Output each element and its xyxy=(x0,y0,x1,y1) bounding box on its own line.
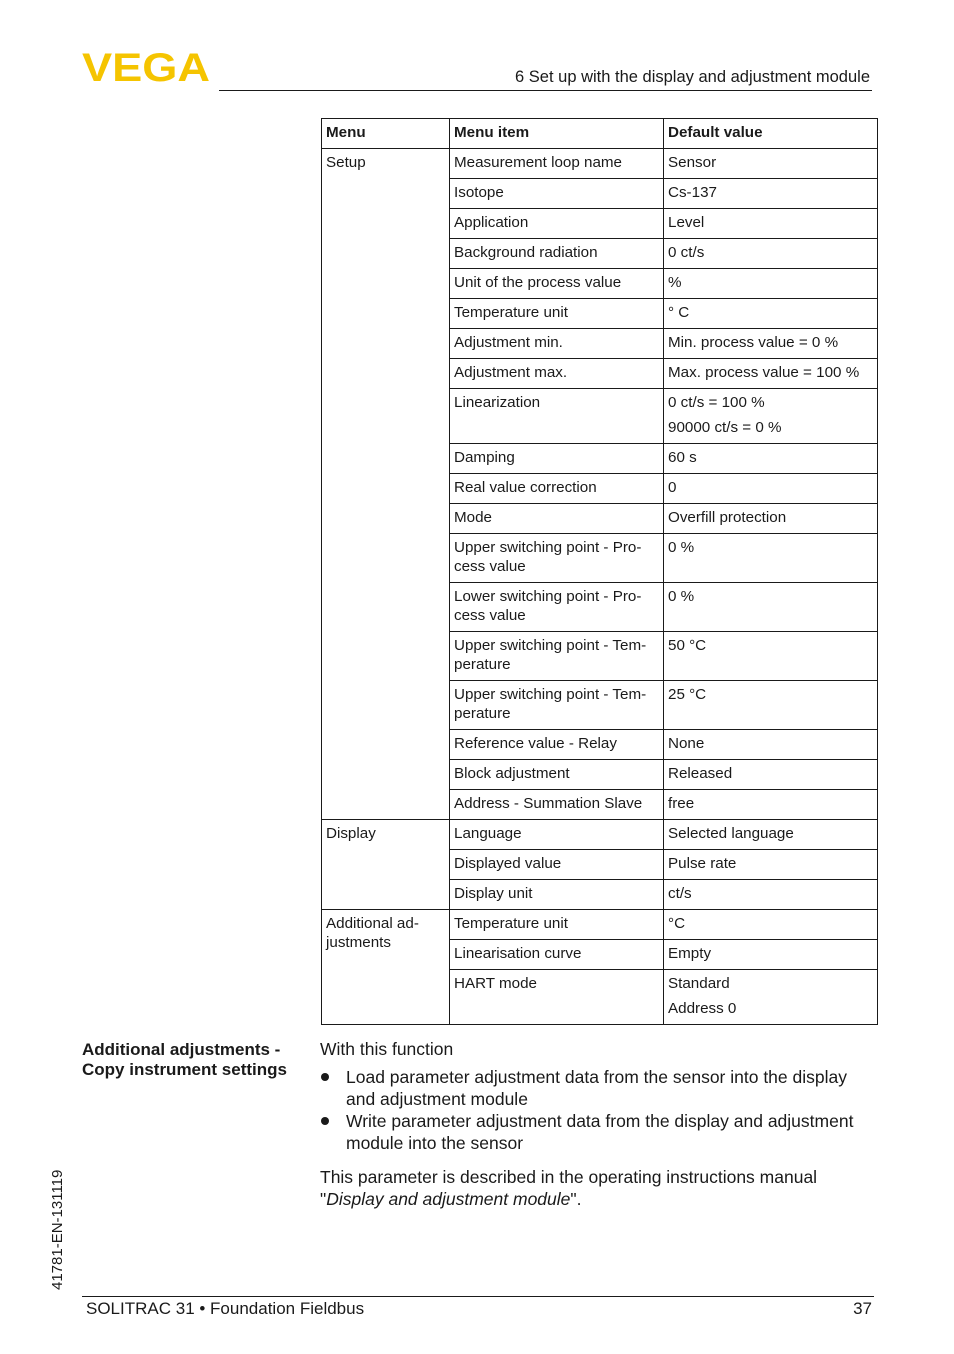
menu-item-cell: Unit of the process value xyxy=(450,269,664,299)
menu-item-cell: Language xyxy=(450,820,664,850)
default-value-cell: Max. process value = 100 % xyxy=(664,359,878,389)
menu-item-cell: Isotope xyxy=(450,179,664,209)
reference-text-suffix: ". xyxy=(570,1189,582,1209)
menu-item-cell: Adjustment max. xyxy=(450,359,664,389)
default-value-line: Standard xyxy=(668,975,730,992)
menu-item-cell: Temperature unit xyxy=(450,299,664,329)
vega-logo xyxy=(82,50,212,84)
default-value-cell: 60 s xyxy=(664,444,878,474)
menu-cell: Display xyxy=(322,820,450,910)
header-divider xyxy=(219,90,872,91)
parameter-table-body xyxy=(322,119,878,1025)
column-header-default-value: Default value xyxy=(664,119,878,149)
reference-paragraph xyxy=(320,1166,880,1210)
menu-item-cell: Temperature unit xyxy=(450,910,664,940)
menu-item-cell: Upper switching point - Tem-perature xyxy=(450,681,664,730)
menu-item-cell: Lower switching point - Pro-cess value xyxy=(450,583,664,632)
default-value-cell: Pulse rate xyxy=(664,850,878,880)
menu-item-cell: Address - Summation Slave xyxy=(450,790,664,820)
table-row xyxy=(322,149,878,179)
list-item xyxy=(320,1110,880,1154)
default-value-cell: 0 xyxy=(664,474,878,504)
bullet-icon xyxy=(321,1073,329,1081)
footer-divider xyxy=(82,1296,874,1297)
default-value-cell: °C xyxy=(664,910,878,940)
default-value-cell: 25 °C xyxy=(664,681,878,730)
menu-item-cell: Real value correction xyxy=(450,474,664,504)
parameter-table xyxy=(321,118,878,1025)
list-item xyxy=(320,1066,880,1110)
default-value-cell: ct/s xyxy=(664,880,878,910)
menu-item-cell: Adjustment min. xyxy=(450,329,664,359)
menu-item-cell: Background radiation xyxy=(450,239,664,269)
menu-item-cell: Upper switching point - Pro-cess value xyxy=(450,534,664,583)
menu-item-cell: Damping xyxy=(450,444,664,474)
function-list xyxy=(320,1066,880,1154)
menu-cell: Setup xyxy=(322,149,450,820)
menu-item-cell: Mode xyxy=(450,504,664,534)
default-value-cell: Selected language xyxy=(664,820,878,850)
list-item-text: Write parameter adjustment data from the display and adjustment module into the sensor xyxy=(346,1111,854,1153)
default-value-line: 0 ct/s = 100 % xyxy=(668,394,765,411)
default-value-cell: None xyxy=(664,730,878,760)
column-header-menu-item: Menu item xyxy=(450,119,664,149)
menu-item-cell: HART mode xyxy=(450,970,664,1025)
menu-item-cell: Upper switching point - Tem-perature xyxy=(450,632,664,681)
menu-item-cell: Application xyxy=(450,209,664,239)
default-value-cell xyxy=(664,389,878,444)
section-heading: Additional adjustments - Copy instrument settings xyxy=(82,1040,287,1079)
reference-text-prefix: This parameter is described in the operating instructions manual " xyxy=(320,1167,818,1209)
table-row xyxy=(322,820,878,850)
intro-text: With this function xyxy=(320,1039,454,1059)
footer-product-name: SOLITRAC 31 • Foundation Fieldbus xyxy=(86,1299,365,1318)
default-value-cell: Cs-137 xyxy=(664,179,878,209)
menu-item-cell: Linearization xyxy=(450,389,664,444)
list-item-text: Load parameter adjustment data from the sensor into the display and adjustment module xyxy=(346,1067,847,1109)
menu-item-cell: Block adjustment xyxy=(450,760,664,790)
default-value-cell: Sensor xyxy=(664,149,878,179)
default-value-cell: 50 °C xyxy=(664,632,878,681)
default-value-cell: 0 % xyxy=(664,534,878,583)
bullet-icon xyxy=(321,1117,329,1125)
default-value-cell: Overfill protection xyxy=(664,504,878,534)
table-row xyxy=(322,910,878,940)
menu-item-cell: Display unit xyxy=(450,880,664,910)
default-value-line: 90000 ct/s = 0 % xyxy=(668,419,782,436)
menu-cell: Additional ad-justments xyxy=(322,910,450,1025)
column-header-menu: Menu xyxy=(322,119,450,149)
default-value-cell: Level xyxy=(664,209,878,239)
default-value-cell: Empty xyxy=(664,940,878,970)
default-value-line: Address 0 xyxy=(668,1000,737,1017)
section-body xyxy=(320,1038,880,1210)
default-value-cell: free xyxy=(664,790,878,820)
default-value-cell: ° C xyxy=(664,299,878,329)
menu-item-cell: Linearisation curve xyxy=(450,940,664,970)
page-number: 37 xyxy=(853,1299,872,1318)
manual-title: Display and adjustment module xyxy=(326,1189,571,1209)
page-header-title: 6 Set up with the display and adjustment module xyxy=(515,68,870,86)
default-value-cell: 0 % xyxy=(664,583,878,632)
default-value-cell: Min. process value = 0 % xyxy=(664,329,878,359)
menu-item-cell: Reference value - Relay xyxy=(450,730,664,760)
table-header-row xyxy=(322,119,878,149)
vega-logo-text: VEGA xyxy=(82,50,210,84)
menu-item-cell: Displayed value xyxy=(450,850,664,880)
default-value-cell xyxy=(664,970,878,1025)
default-value-cell: 0 ct/s xyxy=(664,239,878,269)
menu-item-cell: Measurement loop name xyxy=(450,149,664,179)
document-id: 41781-EN-131119 xyxy=(49,1169,66,1290)
default-value-cell: Released xyxy=(664,760,878,790)
default-value-cell: % xyxy=(664,269,878,299)
